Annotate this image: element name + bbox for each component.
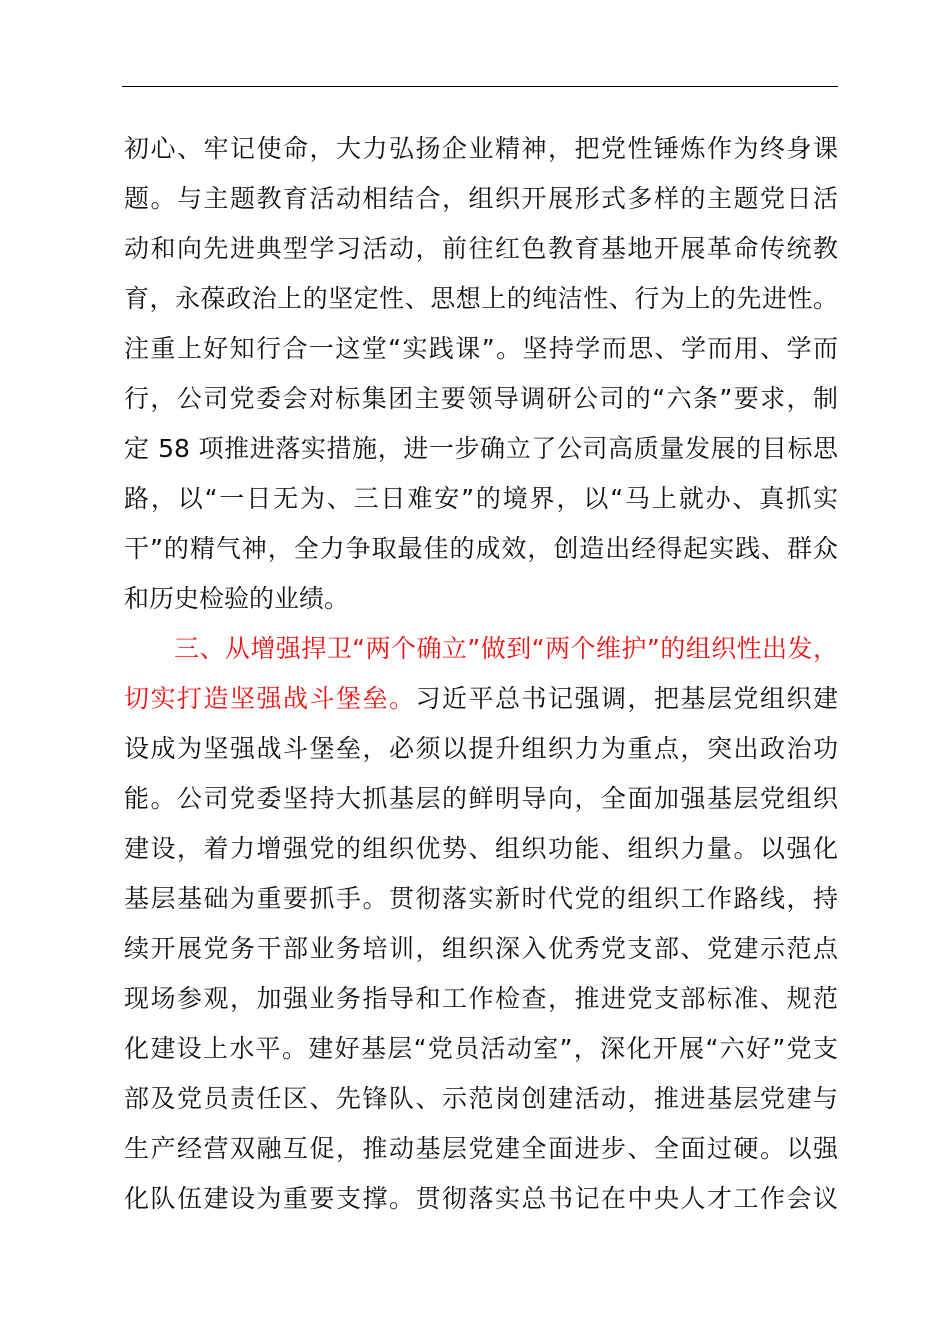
section-heading-red-tail: 切实打造坚强战斗堡垒。 [124,684,416,713]
document-body [124,124,838,1224]
paragraph-2-line-6: 现场参观，加强业务指导和工作检查，推进党支部标准、规范 [124,984,838,1013]
paragraph-1-line-1: 初心、牢记使命，大力弘扬企业精神，把党性锤炼作为终身课 [124,134,838,163]
paragraph-1-line-9: 干”的精气神，全力争取最佳的成效，创造出经得起实践、群众 [124,534,838,563]
header-rule [122,86,838,87]
paragraph-2-line-1: 设成为坚强战斗堡垒，必须以提升组织力为重点，突出政治功 [124,734,838,763]
paragraph-1-line-8: 路，以“一日无为、三日难安”的境界，以“马上就办、真抓实 [124,484,838,513]
paragraph-1-line-10: 和历史检验的业绩。 [124,584,350,613]
paragraph-2-line-4: 基层基础为重要抓手。贯彻落实新时代党的组织工作路线，持 [124,884,838,913]
paragraph-1-line-3: 动和向先进典型学习活动，前往红色教育基地开展革命传统教 [124,234,838,263]
paragraph-2-line-8: 部及党员责任区、先锋队、示范岗创建活动，推进基层党建与 [124,1084,838,1113]
paragraph-2-line-7: 化建设上水平。建好基层“党员活动室”，深化开展“六好”党支 [124,1034,838,1063]
paragraph-2-line-9: 生产经营双融互促，推动基层党建全面进步、全面过硬。以强 [124,1134,838,1163]
paragraph-2-line-3: 建设，着力增强党的组织优势、组织功能、组织力量。以强化 [124,834,838,863]
paragraph-2-line-5: 续开展党务干部业务培训，组织深入优秀党支部、党建示范点 [124,934,838,963]
paragraph-1-line-7: 定 58 项推进落实措施，进一步确立了公司高质量发展的目标思 [124,434,838,463]
paragraph-1-line-6: 行，公司党委会对标集团主要领导调研公司的“六条”要求，制 [124,384,838,413]
section-heading-line-1: 三、从增强捍卫“两个确立”做到“两个维护”的组织性出发， [174,634,838,663]
paragraph-1-line-4: 育，永葆政治上的坚定性、思想上的纯洁性、行为上的先进性。 [124,284,838,313]
paragraph-2-line-10: 化队伍建设为重要支撑。贯彻落实总书记在中央人才工作会议 [124,1184,838,1213]
paragraph-1-line-2: 题。与主题教育活动相结合，组织开展形式多样的主题党日活 [124,184,838,213]
section-heading-line-2 [124,674,838,724]
section-heading-body-start: 习近平总书记强调，把基层党组织建 [415,684,838,713]
paragraph-1-line-5: 注重上好知行合一这堂“实践课”。坚持学而思、学而用、学而 [124,334,838,363]
paragraph-2-line-2: 能。公司党委坚持大抓基层的鲜明导向，全面加强基层党组织 [124,784,838,813]
